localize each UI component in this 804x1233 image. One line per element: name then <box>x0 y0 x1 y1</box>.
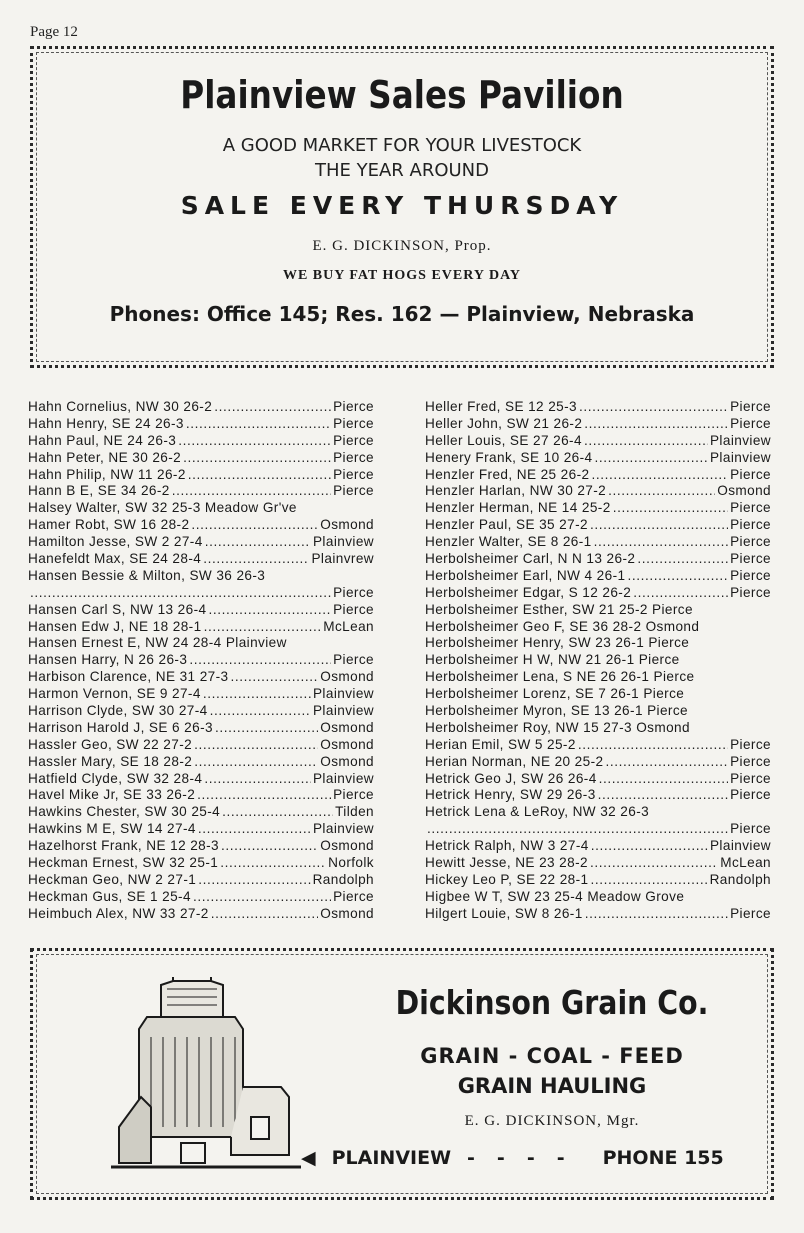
leader-dots <box>194 754 318 771</box>
leader-dots <box>594 534 728 551</box>
entry-name: Hansen Edw J, NE 18 28-1 <box>28 618 202 634</box>
entry-name: Hansen Carl S, NW 13 26-4 <box>28 601 207 617</box>
entry-name: Hickey Leo P, SE 22 28-1 <box>425 871 589 887</box>
leader-dots <box>608 483 715 500</box>
entry-name: Hatfield Clyde, SW 32 28-4 <box>28 770 203 786</box>
sales-pavilion-ad <box>30 46 774 368</box>
entry-town: Pierce <box>333 466 374 482</box>
entry-name: Hansen Ernest E, NW 24 28-4 Plainview <box>28 635 287 651</box>
directory-entry <box>28 804 374 821</box>
entry-town: Plainvrew <box>311 551 374 567</box>
entry-town: Plainview <box>312 703 374 719</box>
entry-town: Pierce <box>730 753 771 769</box>
grain-ad-town: PLAINVIEW <box>331 1147 452 1169</box>
directory-entry <box>425 652 771 669</box>
entry-name: Heckman Ernest, SW 32 25-1 <box>28 855 219 871</box>
leader-dots <box>590 855 718 872</box>
leader-dots <box>193 889 331 906</box>
entry-name: Harbison Clarence, NE 31 27-3 <box>28 669 229 685</box>
entry-town: Tilden <box>335 804 374 820</box>
leader-dots <box>606 754 729 771</box>
leader-dots <box>178 433 331 450</box>
entry-name: Hetrick Henry, SW 29 26-3 <box>425 787 596 803</box>
leader-dots <box>197 787 331 804</box>
leader-dots <box>191 517 318 534</box>
leader-dots <box>210 703 311 720</box>
entry-town: Pierce <box>730 787 771 803</box>
entry-name: Hetrick Lena & LeRoy, NW 32 26-3 <box>425 804 650 820</box>
entry-name: Henery Frank, SE 10 26-4 <box>425 449 593 465</box>
leader-dots <box>584 433 708 450</box>
directory-entry <box>28 619 374 636</box>
leader-dots <box>208 602 331 619</box>
entry-town: McLean <box>323 618 374 634</box>
leader-dots <box>579 399 728 416</box>
directory-entry <box>425 568 771 585</box>
entry-name: Higbee W T, SW 23 25-4 Meadow Grove <box>425 888 685 904</box>
entry-town: Osmond <box>320 736 374 752</box>
directory-entry <box>425 534 771 551</box>
directory-entry <box>28 568 374 585</box>
entry-name: Henzler Herman, NE 14 25-2 <box>425 500 611 516</box>
entry-name: Hawkins Chester, SW 30 25-4 <box>28 804 221 820</box>
directory-entry <box>425 635 771 652</box>
entry-name: Herbolsheimer Earl, NW 4 26-1 <box>425 567 626 583</box>
entry-name: Hassler Geo, SW 22 27-2 <box>28 736 193 752</box>
directory-entry <box>28 703 374 720</box>
directory-entry <box>28 872 374 889</box>
entry-name: Henzler Walter, SE 8 26-1 <box>425 534 592 550</box>
entry-town: Plainview <box>312 770 374 786</box>
leader-dots <box>633 585 728 602</box>
leader-dots <box>204 771 311 788</box>
directory-entry <box>28 433 374 450</box>
directory-entry <box>425 771 771 788</box>
entry-name: Henzler Paul, SE 35 27-2 <box>425 517 588 533</box>
entry-name: Hetrick Ralph, NW 3 27-4 <box>425 838 589 854</box>
directory-entry <box>28 669 374 686</box>
entry-name: Hawkins M E, SW 14 27-4 <box>28 821 196 837</box>
grain-ad-phone: PHONE 155 <box>602 1147 724 1169</box>
directory-entry <box>425 669 771 686</box>
leader-dots <box>598 787 728 804</box>
entry-name: Herbolsheimer Henry, SW 23 26-1 Pierce <box>425 635 690 651</box>
entry-town: Pierce <box>730 415 771 431</box>
directory-entry <box>425 686 771 703</box>
entry-town: Norfolk <box>328 855 374 871</box>
directory-entry <box>28 771 374 788</box>
directory-entry <box>28 686 374 703</box>
entry-name: Hansen Bessie & Milton, SW 36 26-3 <box>28 567 266 583</box>
entry-name: Herbolsheimer H W, NW 21 26-1 Pierce <box>425 652 680 668</box>
page-number: Page 12 <box>30 24 78 40</box>
leader-dots <box>591 838 708 855</box>
leader-dots <box>599 771 728 788</box>
entry-name: Herian Emil, SW 5 25-2 <box>425 736 576 752</box>
entry-town: McLean <box>720 855 771 871</box>
ad-tagline-2: THE YEAR AROUND <box>314 160 490 181</box>
directory-entry <box>28 720 374 737</box>
entry-name: Heller Louis, SE 27 26-4 <box>425 432 582 448</box>
entry-name: Herbolsheimer Myron, SE 13 26-1 Pierce <box>425 703 689 719</box>
directory-entry <box>28 821 374 838</box>
entry-town: Pierce <box>333 432 374 448</box>
entry-name: Heller John, SW 21 26-2 <box>425 415 583 431</box>
leader-dots <box>205 534 311 551</box>
entry-town: Pierce <box>333 584 374 600</box>
directory-entry <box>28 855 374 872</box>
entry-name: Herian Norman, NE 20 25-2 <box>425 753 604 769</box>
entry-town: Osmond <box>320 517 374 533</box>
entry-town: Osmond <box>320 838 374 854</box>
entry-town: Plainview <box>312 821 374 837</box>
leader-dots <box>183 450 331 467</box>
directory-entry <box>28 652 374 669</box>
entry-name: Herbolsheimer Edgar, S 12 26-2 <box>425 584 632 600</box>
directory-entry <box>425 619 771 636</box>
entry-town: Pierce <box>730 466 771 482</box>
entry-name: Hahn Henry, SE 24 26-3 <box>28 415 184 431</box>
directory-entry <box>425 585 771 602</box>
entry-town: Osmond <box>320 669 374 685</box>
directory-entry <box>425 467 771 484</box>
leader-dots <box>592 467 729 484</box>
directory-entry <box>425 737 771 754</box>
entry-town: Pierce <box>333 399 374 414</box>
entry-town: Plainview <box>709 838 771 854</box>
ad-hogs-line: WE BUY FAT HOGS EVERY DAY <box>282 268 522 283</box>
directory-entry <box>425 416 771 433</box>
entry-name: Harrison Harold J, SE 6 26-3 <box>28 719 213 735</box>
entry-name: Herbolsheimer Lorenz, SE 7 26-1 Pierce <box>425 686 685 702</box>
entry-town: Plainview <box>709 432 771 448</box>
directory-entry <box>425 602 771 619</box>
entry-name: Hahn Cornelius, NW 30 26-2 <box>28 399 213 414</box>
entry-name: Hamilton Jesse, SW 2 27-4 <box>28 534 203 550</box>
leader-dots <box>204 619 322 636</box>
leader-dots <box>198 872 310 889</box>
leader-dots <box>221 838 318 855</box>
entry-name: Harmon Vernon, SE 9 27-4 <box>28 686 201 702</box>
entry-name: Herbolsheimer Roy, NW 15 27-3 Osmond <box>425 719 690 735</box>
directory-entry <box>28 416 374 433</box>
entry-name: Henzler Harlan, NW 30 27-2 <box>425 483 607 499</box>
directory-entry <box>425 821 771 838</box>
entry-name: Heckman Geo, NW 2 27-1 <box>28 871 197 887</box>
entry-name: Hamer Robt, SW 16 28-2 <box>28 517 190 533</box>
entry-town: Pierce <box>730 821 771 837</box>
leader-dots <box>172 483 331 500</box>
entry-name: Henzler Fred, NE 25 26-2 <box>425 466 590 482</box>
grain-ad-manager: E. G. DICKINSON, Mgr. <box>464 1113 640 1129</box>
entry-name: Heimbuch Alex, NW 33 27-2 <box>28 905 209 921</box>
entry-town: Plainview <box>312 534 374 550</box>
entry-town: Pierce <box>730 567 771 583</box>
directory-entry <box>425 872 771 889</box>
directory-entry <box>425 703 771 720</box>
grain-co-ad <box>30 948 774 1200</box>
leader-dots <box>427 821 728 838</box>
ad-phones: Phones: Office 145; Res. 162 — Plainview, Nebraska <box>109 302 695 326</box>
entry-name: Hanefeldt Max, SE 24 28-4 <box>28 551 202 567</box>
entry-name: Herbolsheimer Lena, S NE 26 26-1 Pierce <box>425 669 695 685</box>
leader-dots <box>214 399 331 416</box>
entry-town: Pierce <box>730 551 771 567</box>
leader-dots <box>584 416 728 433</box>
leader-dots <box>578 737 728 754</box>
entry-name: Hewitt Jesse, NE 23 28-2 <box>425 855 588 871</box>
directory-entry <box>28 906 374 923</box>
directory-entry <box>28 517 374 534</box>
directory-entry <box>425 838 771 855</box>
entry-name: Havel Mike Jr, SE 33 26-2 <box>28 787 196 803</box>
leader-dots <box>627 568 728 585</box>
directory-entry <box>425 787 771 804</box>
directory-entry <box>28 889 374 906</box>
leader-dots <box>220 855 326 872</box>
ad-proprietor: E. G. DICKINSON, Prop. <box>312 238 492 254</box>
entry-town: Pierce <box>730 770 771 786</box>
directory-entry <box>425 754 771 771</box>
arrow-icon: ◀ <box>301 1147 316 1169</box>
ad-sale-line: SALE EVERY THURSDAY <box>180 191 624 220</box>
leader-dots <box>222 804 333 821</box>
leader-dots <box>211 906 318 923</box>
directory-entry <box>28 787 374 804</box>
leader-dots <box>203 686 311 703</box>
directory-column-left <box>28 399 374 923</box>
directory-entry <box>28 483 374 500</box>
directory-entry <box>28 450 374 467</box>
directory-entry <box>425 720 771 737</box>
directory-entry <box>425 450 771 467</box>
grain-ad-dashes: ---- <box>467 1147 587 1169</box>
entry-name: Hassler Mary, SE 18 28-2 <box>28 753 193 769</box>
entry-name: Hahn Philip, NW 11 26-2 <box>28 466 186 482</box>
grain-ad-contact <box>301 1147 724 1169</box>
entry-town: Pierce <box>730 500 771 516</box>
entry-town: Pierce <box>333 888 374 904</box>
leader-dots <box>30 585 331 602</box>
directory-entry <box>425 551 771 568</box>
entry-name: Hetrick Geo J, SW 26 26-4 <box>425 770 597 786</box>
entry-name: Hansen Harry, N 26 26-3 <box>28 652 188 668</box>
directory-column-right <box>425 399 771 923</box>
entry-name: Hazelhorst Frank, NE 12 28-3 <box>28 838 220 854</box>
ad-title: Plainview Sales Pavilion <box>180 73 624 117</box>
leader-dots <box>215 720 318 737</box>
grain-elevator-icon <box>111 977 301 1177</box>
entry-town: Randolph <box>709 871 771 887</box>
entry-name: Herbolsheimer Carl, N N 13 26-2 <box>425 551 636 567</box>
grain-ad-title: Dickinson Grain Co. <box>395 983 709 1022</box>
directory-entry <box>28 838 374 855</box>
entry-town: Pierce <box>730 736 771 752</box>
leader-dots <box>198 821 311 838</box>
entry-name: Hilgert Louie, SW 8 26-1 <box>425 905 583 921</box>
entry-name: Heller Fred, SE 12 25-3 <box>425 399 578 414</box>
leader-dots <box>203 551 309 568</box>
leader-dots <box>186 416 331 433</box>
directory-entry <box>425 433 771 450</box>
directory-entry <box>425 855 771 872</box>
entry-town: Pierce <box>730 905 771 921</box>
directory-entry <box>425 399 771 416</box>
entry-name: Herbolsheimer Geo F, SE 36 28-2 Osmond <box>425 618 700 634</box>
directory-entry <box>425 906 771 923</box>
directory-entry <box>425 500 771 517</box>
leader-dots <box>585 906 728 923</box>
entry-name: Hann B E, SE 34 26-2 <box>28 483 170 499</box>
directory-entry <box>28 534 374 551</box>
directory-entry <box>28 467 374 484</box>
directory-entry <box>28 602 374 619</box>
entry-name: Hahn Paul, NE 24 26-3 <box>28 432 177 448</box>
entry-town: Randolph <box>312 871 374 887</box>
directory-entry <box>28 635 374 652</box>
grain-ad-hauling: GRAIN HAULING <box>457 1074 647 1098</box>
directory-entry <box>28 585 374 602</box>
entry-town: Pierce <box>730 534 771 550</box>
entry-town: Pierce <box>730 584 771 600</box>
leader-dots <box>637 551 728 568</box>
leader-dots <box>595 450 708 467</box>
directory-entry <box>425 889 771 906</box>
leader-dots <box>188 467 331 484</box>
directory-entry <box>28 754 374 771</box>
directory-entry <box>28 551 374 568</box>
ad-tagline-1: A GOOD MARKET FOR YOUR LIVESTOCK <box>222 135 582 156</box>
entry-town: Pierce <box>333 449 374 465</box>
entry-name: Hahn Peter, NE 30 26-2 <box>28 449 182 465</box>
entry-town: Plainview <box>709 449 771 465</box>
directory-entry <box>28 500 374 517</box>
directory-entry <box>425 483 771 500</box>
entry-town: Pierce <box>730 517 771 533</box>
entry-town: Pierce <box>333 483 374 499</box>
entry-town: Pierce <box>333 601 374 617</box>
entry-town: Plainview <box>312 686 374 702</box>
entry-town: Pierce <box>333 652 374 668</box>
entry-name: Harrison Clyde, SW 30 27-4 <box>28 703 208 719</box>
entry-town: Pierce <box>333 787 374 803</box>
leader-dots <box>194 737 318 754</box>
directory-entry <box>425 804 771 821</box>
grain-ad-products: GRAIN - COAL - FEED <box>420 1044 684 1068</box>
entry-name: Halsey Walter, SW 32 25-3 Meadow Gr've <box>28 500 297 516</box>
leader-dots <box>189 652 331 669</box>
entry-town: Osmond <box>717 483 771 499</box>
directory-entry <box>28 737 374 754</box>
leader-dots <box>591 872 708 889</box>
entry-town: Osmond <box>320 753 374 769</box>
entry-town: Osmond <box>320 905 374 921</box>
entry-name: Herbolsheimer Esther, SW 21 25-2 Pierce <box>425 601 693 617</box>
leader-dots <box>590 517 728 534</box>
entry-town: Pierce <box>333 415 374 431</box>
leader-dots <box>613 500 728 517</box>
entry-town: Osmond <box>320 719 374 735</box>
leader-dots <box>231 669 319 686</box>
directory-entry <box>28 399 374 416</box>
directory-entry <box>425 517 771 534</box>
entry-name: Heckman Gus, SE 1 25-4 <box>28 888 191 904</box>
entry-town: Pierce <box>730 399 771 414</box>
